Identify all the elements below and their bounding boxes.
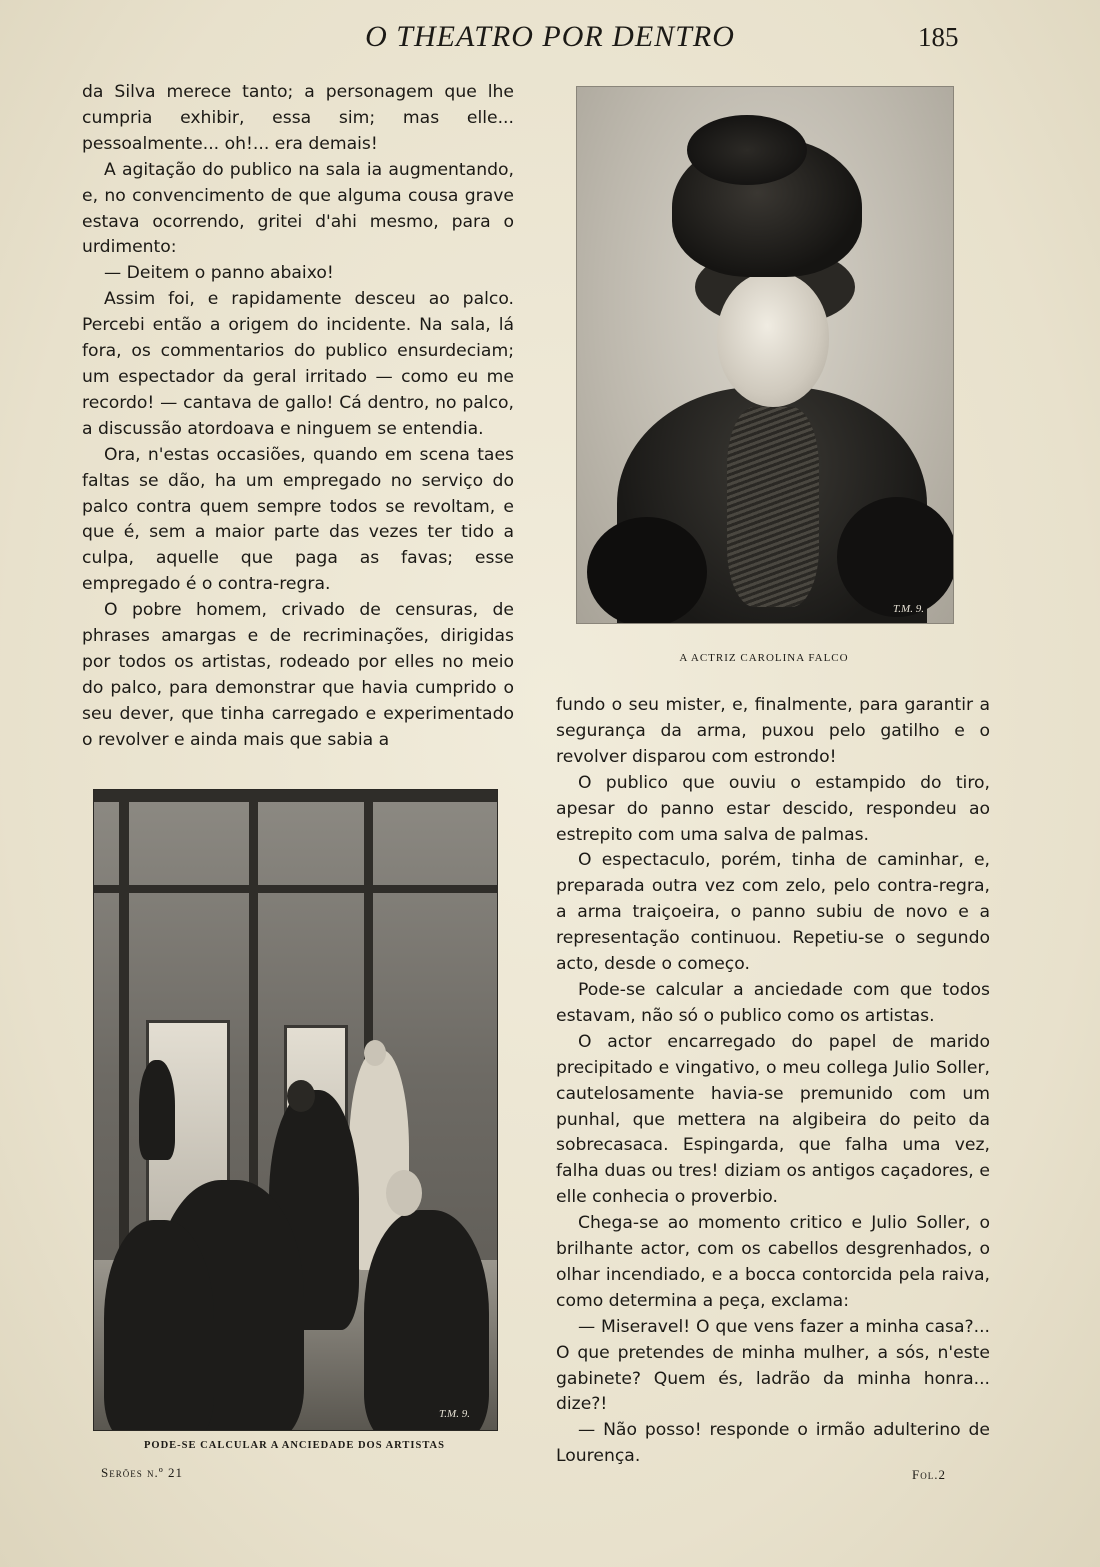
illustration-caption: PODE-SE CALCULAR A ANCIEDADE DOS ARTISTAS	[144, 1440, 445, 1451]
paragraph: O publico que ouviu o estampido do tiro, apesar do panno estar descido, respondeu ao estrepito com uma salva de palmas.	[556, 772, 990, 845]
illus-signature: T.M. 9.	[439, 1408, 470, 1420]
illus-figure	[139, 1060, 175, 1160]
photo-figure-collar	[727, 407, 819, 607]
page-number: 185	[918, 22, 959, 52]
right-text-column	[556, 693, 990, 1470]
portrait-photo	[576, 86, 954, 624]
illus-beam	[94, 790, 497, 802]
illus-head	[287, 1080, 315, 1112]
illus-figure	[104, 1220, 214, 1431]
photo-fur-left	[587, 517, 707, 624]
photo-caption: A ACTRIZ CAROLINA FALCO	[679, 652, 849, 664]
paragraph: A agitação do publico na sala ia augmentando, e, no convencimento de que alguma cousa grave estava ocorrendo, gritei d'ahi mesmo, para o urdimento:	[82, 159, 514, 258]
paragraph: O pobre homem, crivado de censuras, de phrases amargas e de recriminações, dirigidas por todos os artistas, rodeado por elles no meio do palco, para demonstrar que havia cumprido o seu dever, que tinha carregado e experimentado o revolver e ainda mais que sabia a	[82, 600, 514, 750]
paragraph: Pode-se calcular a anciedade com que todos estavam, não só o publico como os artistas.	[556, 979, 990, 1026]
paragraph: fundo o seu mister, e, finalmente, para garantir a segurança da arma, puxou pelo gatilho e o revolver disparou com estrondo!	[556, 695, 990, 767]
left-text-column	[82, 80, 514, 754]
illus-head	[386, 1170, 422, 1216]
photo-hat-plume	[687, 115, 807, 185]
photo-fur-right	[837, 497, 954, 617]
illus-post	[119, 790, 129, 1260]
stage-illustration	[93, 789, 498, 1431]
paragraph: Ora, n'estas occasiões, quando em scena taes faltas se dão, ha um empregado no serviço do palco contra quem sempre todos se revoltam, e que é, sem a maior parte das vezes ter tido a culpa, aquelle que paga as favas; esse empregado é o contra-regra.	[82, 444, 514, 595]
illus-beam	[94, 885, 497, 893]
illus-head	[364, 1040, 386, 1066]
illus-figure	[364, 1210, 489, 1431]
paragraph: Chega-se ao momento critico e Julio Soller, o brilhante actor, com os cabellos desgrenhados, o olhar incendiado, e a bocca contorcida pela raiva, como determina a peça, exclama:	[556, 1213, 990, 1311]
paragraph: O actor encarregado do papel de marido precipitado e vingativo, o meu collega Julio Soller, cautelosamente havia-se premunido com um punhal, que mettera na algibeira do peito da sobrecasaca. Espingarda, que falha uma vez, falha duas ou tres! diziam os antigos caçadores, e elle conhecia o proverbio.	[556, 1031, 990, 1208]
running-header-title: O THEATRO POR DENTRO	[365, 20, 735, 53]
footer-issue: Serões n.º 21	[101, 1465, 184, 1480]
paragraph: — Miseravel! O que vens fazer a minha casa?... O que pretendes de minha mulher, a sós, n'este gabinete? Quem és, ladrão da minha honra... dize?!	[556, 1316, 990, 1415]
photo-signature: T.M. 9.	[893, 603, 924, 615]
footer-folio: Fol.2	[912, 1467, 946, 1482]
paragraph: — Deitem o panno abaixo!	[104, 263, 334, 284]
paragraph: Assim foi, e rapidamente desceu ao palco. Percebi então a origem do incidente. Na sala, lá fora, os commentarios do publico ensurdeciam; um espectador da geral irritado — como eu me recordo! — cantava de gallo! Cá dentro, no palco, a discussão atordoava e ninguem se entendia.	[82, 289, 514, 439]
paragraph: — Não posso! responde o irmão adulterino de Lourença.	[556, 1420, 990, 1467]
photo-face	[717, 272, 829, 407]
paragraph: da Silva merece tanto; a personagem que lhe cumpria exhibir, essa sim; mas elle... pessoalmente... oh!... era demais!	[82, 82, 514, 154]
paragraph: O espectaculo, porém, tinha de caminhar, e, preparada outra vez com zelo, pelo contra-regra, a arma traiçoeira, o panno subiu de novo e a representação continuou. Repetiu-se o segundo acto, desde o começo.	[556, 850, 990, 975]
